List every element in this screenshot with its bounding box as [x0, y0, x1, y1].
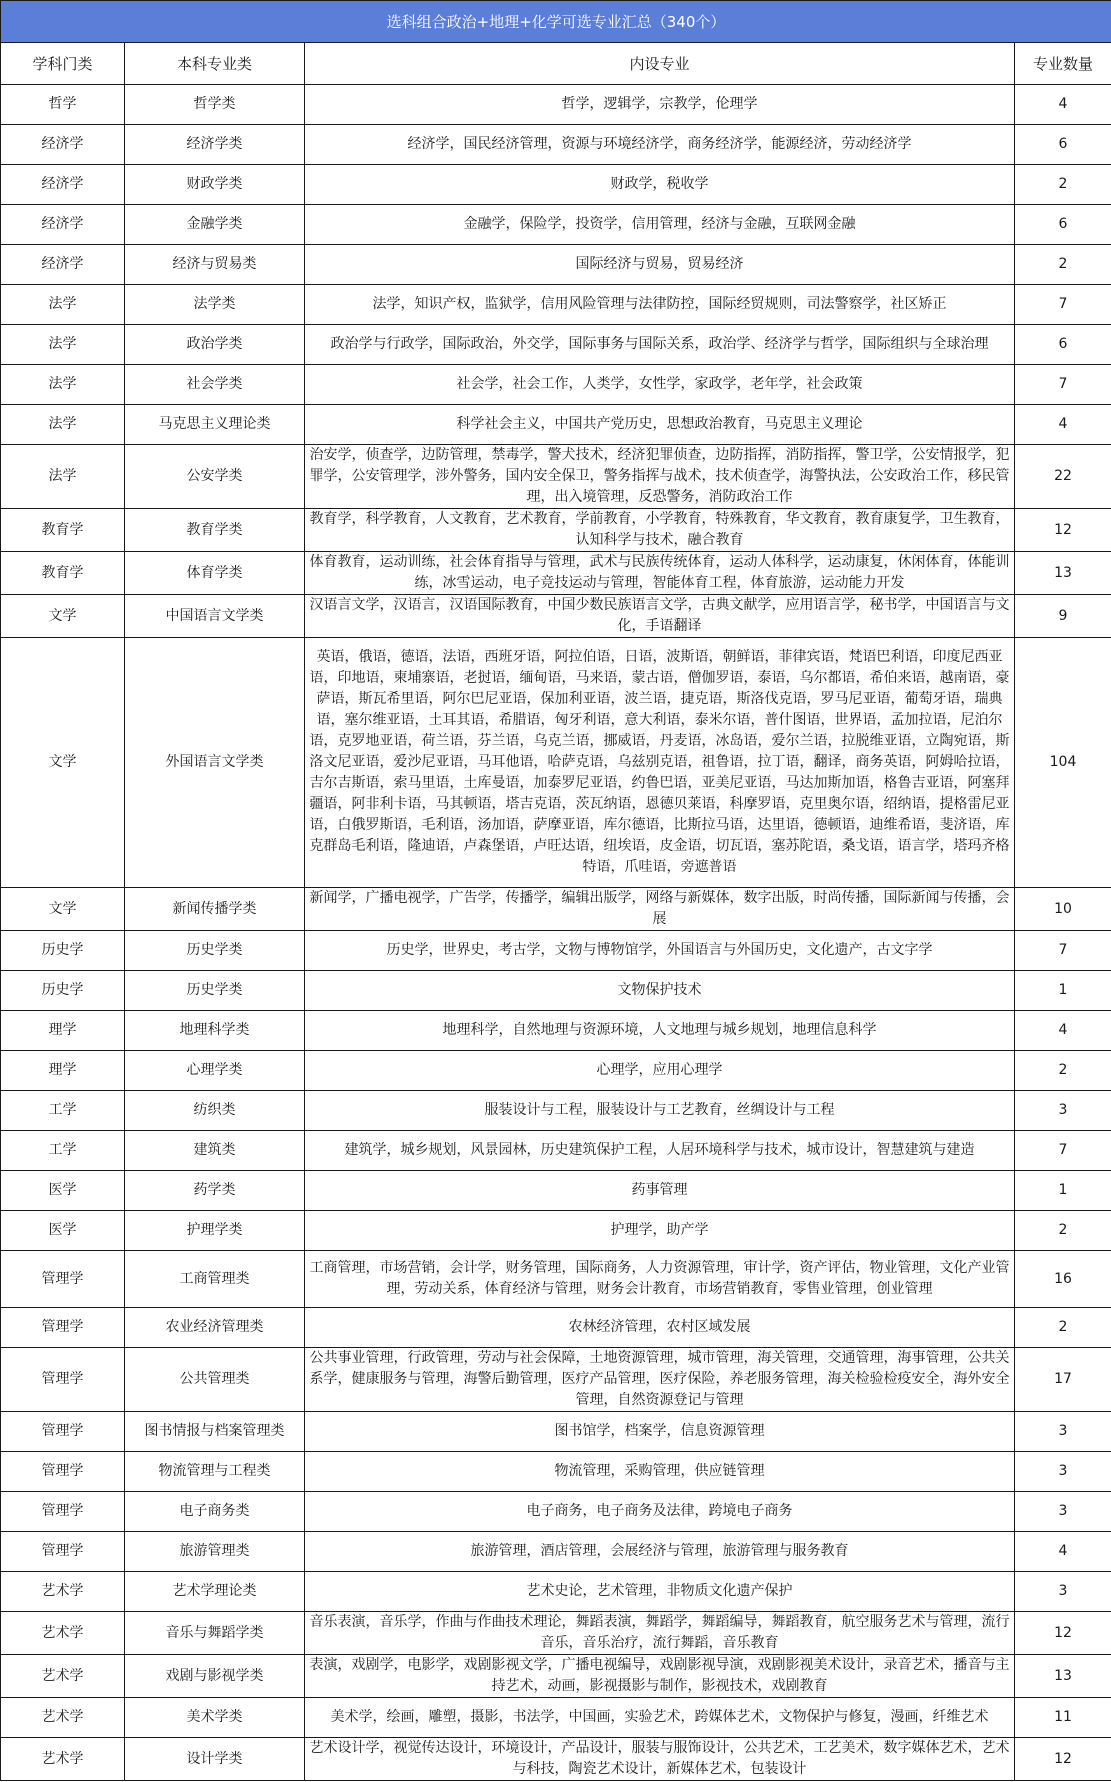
cell-class: 新闻传播学类 — [125, 888, 305, 931]
table-row — [1, 971, 1111, 1011]
table-row — [1, 365, 1111, 405]
cell-count: 22 — [1015, 445, 1111, 509]
table-row — [1, 931, 1111, 971]
table-row — [1, 165, 1111, 205]
cell-majors: 服装设计与工程，服装设计与工艺教育，丝绸设计与工程 — [305, 1091, 1015, 1131]
cell-class: 设计学类 — [125, 1738, 305, 1781]
cell-category: 管理学 — [1, 1532, 125, 1572]
table-row — [1, 325, 1111, 365]
cell-count: 3 — [1015, 1412, 1111, 1452]
cell-category: 工学 — [1, 1131, 125, 1171]
cell-majors: 英语，俄语，德语，法语，西班牙语，阿拉伯语，日语，波斯语，朝鲜语，菲律宾语，梵语巴利语，印度尼西亚语，印地语，柬埔寨语，老挝语，缅甸语，马来语，蒙古语，僧伽罗语，泰语，乌尔都语，希伯来语，越南语，豪萨语，斯瓦希里语，阿尔巴尼亚语，保加利亚语，波兰语，捷克语，斯洛伐克语，罗马尼亚语，葡萄牙语，瑞典语，塞尔维亚语，土耳其语，希腊语，匈牙利语，意大利语，泰米尔语，普什图语，世界语，孟加拉语，尼泊尔语，克罗地亚语，荷兰语，芬兰语，乌克兰语，挪威语，丹麦语，冰岛语，爱尔兰语，拉脱维亚语，立陶宛语，斯洛文尼亚语，爱沙尼亚语，马耳他语，哈萨克语，乌兹别克语，祖鲁语，拉丁语，翻译，商务英语，阿姆哈拉语，吉尔吉斯语，索马里语，土库曼语，加泰罗尼亚语，约鲁巴语，亚美尼亚语，马达加斯加语，格鲁吉亚语，阿塞拜疆语，阿非利卡语，马其顿语，塔吉克语，茨瓦纳语，恩德贝莱语，科摩罗语，克里奥尔语，绍纳语，提格雷尼亚语，白俄罗斯语，毛利语，汤加语，萨摩亚语，库尔德语，比斯拉马语，达里语，德顿语，迪维希语，斐济语，库克群岛毛利语，隆迪语，卢森堡语，卢旺达语，纽埃语，皮金语，切瓦语，塞苏陀语，桑戈语，语言学，塔玛齐格特语，爪哇语，旁遮普语 — [305, 638, 1015, 888]
table-row — [1, 638, 1111, 888]
cell-class: 公安学类 — [125, 445, 305, 509]
cell-class: 戏剧与影视学类 — [125, 1655, 305, 1698]
cell-category: 管理学 — [1, 1251, 125, 1308]
cell-category: 医学 — [1, 1171, 125, 1211]
cell-class: 法学类 — [125, 285, 305, 325]
cell-category: 历史学 — [1, 971, 125, 1011]
cell-count: 3 — [1015, 1091, 1111, 1131]
cell-category: 文学 — [1, 638, 125, 888]
header-count: 专业数量 — [1015, 43, 1111, 85]
cell-category: 管理学 — [1, 1412, 125, 1452]
cell-category: 法学 — [1, 285, 125, 325]
cell-category: 文学 — [1, 595, 125, 638]
cell-majors: 历史学，世界史，考古学，文物与博物馆学，外国语言与外国历史，文化遗产，古文字学 — [305, 931, 1015, 971]
cell-class: 体育学类 — [125, 552, 305, 595]
table-row — [1, 245, 1111, 285]
cell-count: 4 — [1015, 405, 1111, 445]
table-row — [1, 1532, 1111, 1572]
cell-count: 2 — [1015, 1308, 1111, 1348]
cell-majors: 国际经济与贸易，贸易经济 — [305, 245, 1015, 285]
table-body — [1, 85, 1111, 1781]
cell-category: 教育学 — [1, 509, 125, 552]
cell-category: 管理学 — [1, 1348, 125, 1412]
table-row — [1, 595, 1111, 638]
header-majors: 内设专业 — [305, 43, 1015, 85]
cell-majors: 政治学与行政学，国际政治，外交学，国际事务与国际关系，政治学、经济学与哲学，国际组织与全球治理 — [305, 325, 1015, 365]
cell-category: 艺术学 — [1, 1738, 125, 1781]
cell-count: 7 — [1015, 1131, 1111, 1171]
cell-count: 3 — [1015, 1572, 1111, 1612]
cell-count: 1 — [1015, 971, 1111, 1011]
cell-count: 10 — [1015, 888, 1111, 931]
cell-category: 工学 — [1, 1091, 125, 1131]
cell-class: 政治学类 — [125, 325, 305, 365]
cell-count: 11 — [1015, 1698, 1111, 1738]
cell-majors: 物流管理，采购管理，供应链管理 — [305, 1452, 1015, 1492]
cell-category: 医学 — [1, 1211, 125, 1251]
table-row — [1, 285, 1111, 325]
cell-class: 工商管理类 — [125, 1251, 305, 1308]
cell-count: 3 — [1015, 1452, 1111, 1492]
table-row — [1, 1492, 1111, 1532]
cell-category: 经济学 — [1, 125, 125, 165]
cell-majors: 新闻学，广播电视学，广告学，传播学，编辑出版学，网络与新媒体，数字出版，时尚传播，国际新闻与传播，会展 — [305, 888, 1015, 931]
cell-category: 艺术学 — [1, 1612, 125, 1655]
cell-majors: 公共事业管理，行政管理，劳动与社会保障，土地资源管理，城市管理，海关管理，交通管理，海事管理，公共关系学，健康服务与管理，海警后勤管理，医疗产品管理，医疗保险，养老服务管理，海关检验检疫安全，海外安全管理，自然资源登记与管理 — [305, 1348, 1015, 1412]
cell-majors: 电子商务，电子商务及法律，跨境电子商务 — [305, 1492, 1015, 1532]
cell-majors: 哲学，逻辑学，宗教学，伦理学 — [305, 85, 1015, 125]
cell-count: 3 — [1015, 1492, 1111, 1532]
cell-category: 艺术学 — [1, 1572, 125, 1612]
cell-majors: 地理科学，自然地理与资源环境，人文地理与城乡规划，地理信息科学 — [305, 1011, 1015, 1051]
cell-majors: 美术学，绘画，雕塑，摄影，书法学，中国画，实验艺术，跨媒体艺术，文物保护与修复，漫画，纤维艺术 — [305, 1698, 1015, 1738]
cell-count: 7 — [1015, 285, 1111, 325]
cell-class: 金融学类 — [125, 205, 305, 245]
cell-majors: 图书馆学，档案学，信息资源管理 — [305, 1412, 1015, 1452]
cell-majors: 旅游管理，酒店管理，会展经济与管理，旅游管理与服务教育 — [305, 1532, 1015, 1572]
cell-count: 1 — [1015, 1171, 1111, 1211]
cell-class: 外国语言文学类 — [125, 638, 305, 888]
cell-count: 12 — [1015, 1612, 1111, 1655]
cell-class: 历史学类 — [125, 971, 305, 1011]
table-row — [1, 509, 1111, 552]
table-row — [1, 1655, 1111, 1698]
cell-majors: 法学，知识产权，监狱学，信用风险管理与法律防控，国际经贸规则，司法警察学，社区矫正 — [305, 285, 1015, 325]
table-row — [1, 1348, 1111, 1412]
title-row — [1, 1, 1111, 43]
table-row — [1, 1412, 1111, 1452]
cell-majors: 教育学，科学教育，人文教育，艺术教育，学前教育，小学教育，特殊教育，华文教育，教育康复学，卫生教育，认知科学与技术，融合教育 — [305, 509, 1015, 552]
cell-majors: 建筑学，城乡规划，风景园林，历史建筑保护工程，人居环境科学与技术，城市设计，智慧建筑与建造 — [305, 1131, 1015, 1171]
cell-majors: 体育教育，运动训练，社会体育指导与管理，武术与民族传统体育，运动人体科学，运动康复，休闲体育，体能训练，冰雪运动，电子竞技运动与管理，智能体育工程，体育旅游，运动能力开发 — [305, 552, 1015, 595]
cell-class: 心理学类 — [125, 1051, 305, 1091]
cell-class: 历史学类 — [125, 931, 305, 971]
table-row — [1, 1131, 1111, 1171]
table-title: 选科组合政治+地理+化学可选专业汇总（340个） — [1, 1, 1111, 43]
cell-majors: 治安学，侦查学，边防管理，禁毒学，警犬技术，经济犯罪侦查，边防指挥，消防指挥，警卫学，公安情报学，犯罪学，公安管理学，涉外警务，国内安全保卫，警务指挥与战术，技术侦查学，海警执法，公安政治工作，移民管理，出入境管理，反恐警务，消防政治工作 — [305, 445, 1015, 509]
cell-count: 6 — [1015, 325, 1111, 365]
cell-class: 护理学类 — [125, 1211, 305, 1251]
cell-class: 哲学类 — [125, 85, 305, 125]
table-row — [1, 552, 1111, 595]
cell-count: 12 — [1015, 509, 1111, 552]
cell-count: 13 — [1015, 552, 1111, 595]
table-row — [1, 1011, 1111, 1051]
cell-category: 经济学 — [1, 245, 125, 285]
table-row — [1, 1572, 1111, 1612]
cell-category: 文学 — [1, 888, 125, 931]
table-row — [1, 1308, 1111, 1348]
cell-majors: 经济学，国民经济管理，资源与环境经济学，商务经济学，能源经济，劳动经济学 — [305, 125, 1015, 165]
cell-majors: 汉语言文学，汉语言，汉语国际教育，中国少数民族语言文学，古典文献学，应用语言学，秘书学，中国语言与文化，手语翻译 — [305, 595, 1015, 638]
table-row — [1, 445, 1111, 509]
cell-count: 2 — [1015, 1051, 1111, 1091]
cell-class: 旅游管理类 — [125, 1532, 305, 1572]
cell-count: 7 — [1015, 365, 1111, 405]
cell-count: 9 — [1015, 595, 1111, 638]
cell-category: 艺术学 — [1, 1698, 125, 1738]
header-row — [1, 43, 1111, 85]
cell-category: 哲学 — [1, 85, 125, 125]
cell-majors: 科学社会主义，中国共产党历史，思想政治教育，马克思主义理论 — [305, 405, 1015, 445]
cell-class: 中国语言文学类 — [125, 595, 305, 638]
cell-count: 6 — [1015, 125, 1111, 165]
cell-majors: 金融学，保险学，投资学，信用管理，经济与金融，互联网金融 — [305, 205, 1015, 245]
table-row — [1, 1051, 1111, 1091]
cell-majors: 财政学，税收学 — [305, 165, 1015, 205]
cell-class: 地理科学类 — [125, 1011, 305, 1051]
cell-category: 理学 — [1, 1051, 125, 1091]
cell-class: 马克思主义理论类 — [125, 405, 305, 445]
table-row — [1, 1211, 1111, 1251]
cell-category: 法学 — [1, 445, 125, 509]
table-row — [1, 1738, 1111, 1781]
cell-majors: 艺术史论，艺术管理，非物质文化遗产保护 — [305, 1572, 1015, 1612]
cell-class: 图书情报与档案管理类 — [125, 1412, 305, 1452]
cell-category: 理学 — [1, 1011, 125, 1051]
table-row — [1, 1171, 1111, 1211]
header-class: 本科专业类 — [125, 43, 305, 85]
cell-category: 法学 — [1, 365, 125, 405]
cell-class: 经济学类 — [125, 125, 305, 165]
table-row — [1, 205, 1111, 245]
cell-category: 法学 — [1, 325, 125, 365]
table-row — [1, 1612, 1111, 1655]
cell-count: 16 — [1015, 1251, 1111, 1308]
cell-count: 2 — [1015, 245, 1111, 285]
table-row — [1, 1452, 1111, 1492]
cell-count: 104 — [1015, 638, 1111, 888]
cell-count: 13 — [1015, 1655, 1111, 1698]
cell-category: 法学 — [1, 405, 125, 445]
cell-category: 管理学 — [1, 1492, 125, 1532]
table-row — [1, 405, 1111, 445]
cell-class: 经济与贸易类 — [125, 245, 305, 285]
table-row — [1, 125, 1111, 165]
cell-class: 教育学类 — [125, 509, 305, 552]
cell-class: 社会学类 — [125, 365, 305, 405]
cell-class: 公共管理类 — [125, 1348, 305, 1412]
cell-count: 4 — [1015, 85, 1111, 125]
cell-count: 4 — [1015, 1532, 1111, 1572]
cell-majors: 社会学，社会工作，人类学，女性学，家政学，老年学，社会政策 — [305, 365, 1015, 405]
cell-category: 历史学 — [1, 931, 125, 971]
cell-class: 物流管理与工程类 — [125, 1452, 305, 1492]
cell-class: 建筑类 — [125, 1131, 305, 1171]
cell-majors: 心理学，应用心理学 — [305, 1051, 1015, 1091]
cell-count: 4 — [1015, 1011, 1111, 1051]
cell-class: 药学类 — [125, 1171, 305, 1211]
cell-majors: 文物保护技术 — [305, 971, 1015, 1011]
cell-class: 纺织类 — [125, 1091, 305, 1131]
header-category: 学科门类 — [1, 43, 125, 85]
cell-category: 教育学 — [1, 552, 125, 595]
cell-class: 艺术学理论类 — [125, 1572, 305, 1612]
cell-count: 12 — [1015, 1738, 1111, 1781]
cell-count: 2 — [1015, 165, 1111, 205]
cell-category: 管理学 — [1, 1452, 125, 1492]
cell-category: 艺术学 — [1, 1655, 125, 1698]
cell-majors: 音乐表演，音乐学，作曲与作曲技术理论，舞蹈表演，舞蹈学，舞蹈编导，舞蹈教育，航空服务艺术与管理，流行音乐，音乐治疗，流行舞蹈，音乐教育 — [305, 1612, 1015, 1655]
cell-category: 经济学 — [1, 205, 125, 245]
cell-class: 电子商务类 — [125, 1492, 305, 1532]
cell-category: 经济学 — [1, 165, 125, 205]
table-row — [1, 1698, 1111, 1738]
cell-majors: 药事管理 — [305, 1171, 1015, 1211]
cell-count: 6 — [1015, 205, 1111, 245]
cell-class: 农业经济管理类 — [125, 1308, 305, 1348]
cell-majors: 护理学，助产学 — [305, 1211, 1015, 1251]
cell-class: 财政学类 — [125, 165, 305, 205]
cell-count: 7 — [1015, 931, 1111, 971]
cell-count: 2 — [1015, 1211, 1111, 1251]
table-row — [1, 888, 1111, 931]
cell-count: 17 — [1015, 1348, 1111, 1412]
cell-majors: 表演，戏剧学，电影学，戏剧影视文学，广播电视编导，戏剧影视导演，戏剧影视美术设计，录音艺术，播音与主持艺术，动画，影视摄影与制作，影视技术，戏剧教育 — [305, 1655, 1015, 1698]
cell-majors: 工商管理，市场营销，会计学，财务管理，国际商务，人力资源管理，审计学，资产评估，物业管理，文化产业管理，劳动关系，体育经济与管理，财务会计教育，市场营销教育，零售业管理，创业管理 — [305, 1251, 1015, 1308]
cell-class: 音乐与舞蹈学类 — [125, 1612, 305, 1655]
cell-majors: 艺术设计学，视觉传达设计，环境设计，产品设计，服装与服饰设计，公共艺术，工艺美术，数字媒体艺术，艺术与科技，陶瓷艺术设计，新媒体艺术，包装设计 — [305, 1738, 1015, 1781]
table-row — [1, 85, 1111, 125]
table-row — [1, 1251, 1111, 1308]
cell-class: 美术学类 — [125, 1698, 305, 1738]
cell-category: 管理学 — [1, 1308, 125, 1348]
table-row — [1, 1091, 1111, 1131]
cell-majors: 农林经济管理，农村区域发展 — [305, 1308, 1015, 1348]
